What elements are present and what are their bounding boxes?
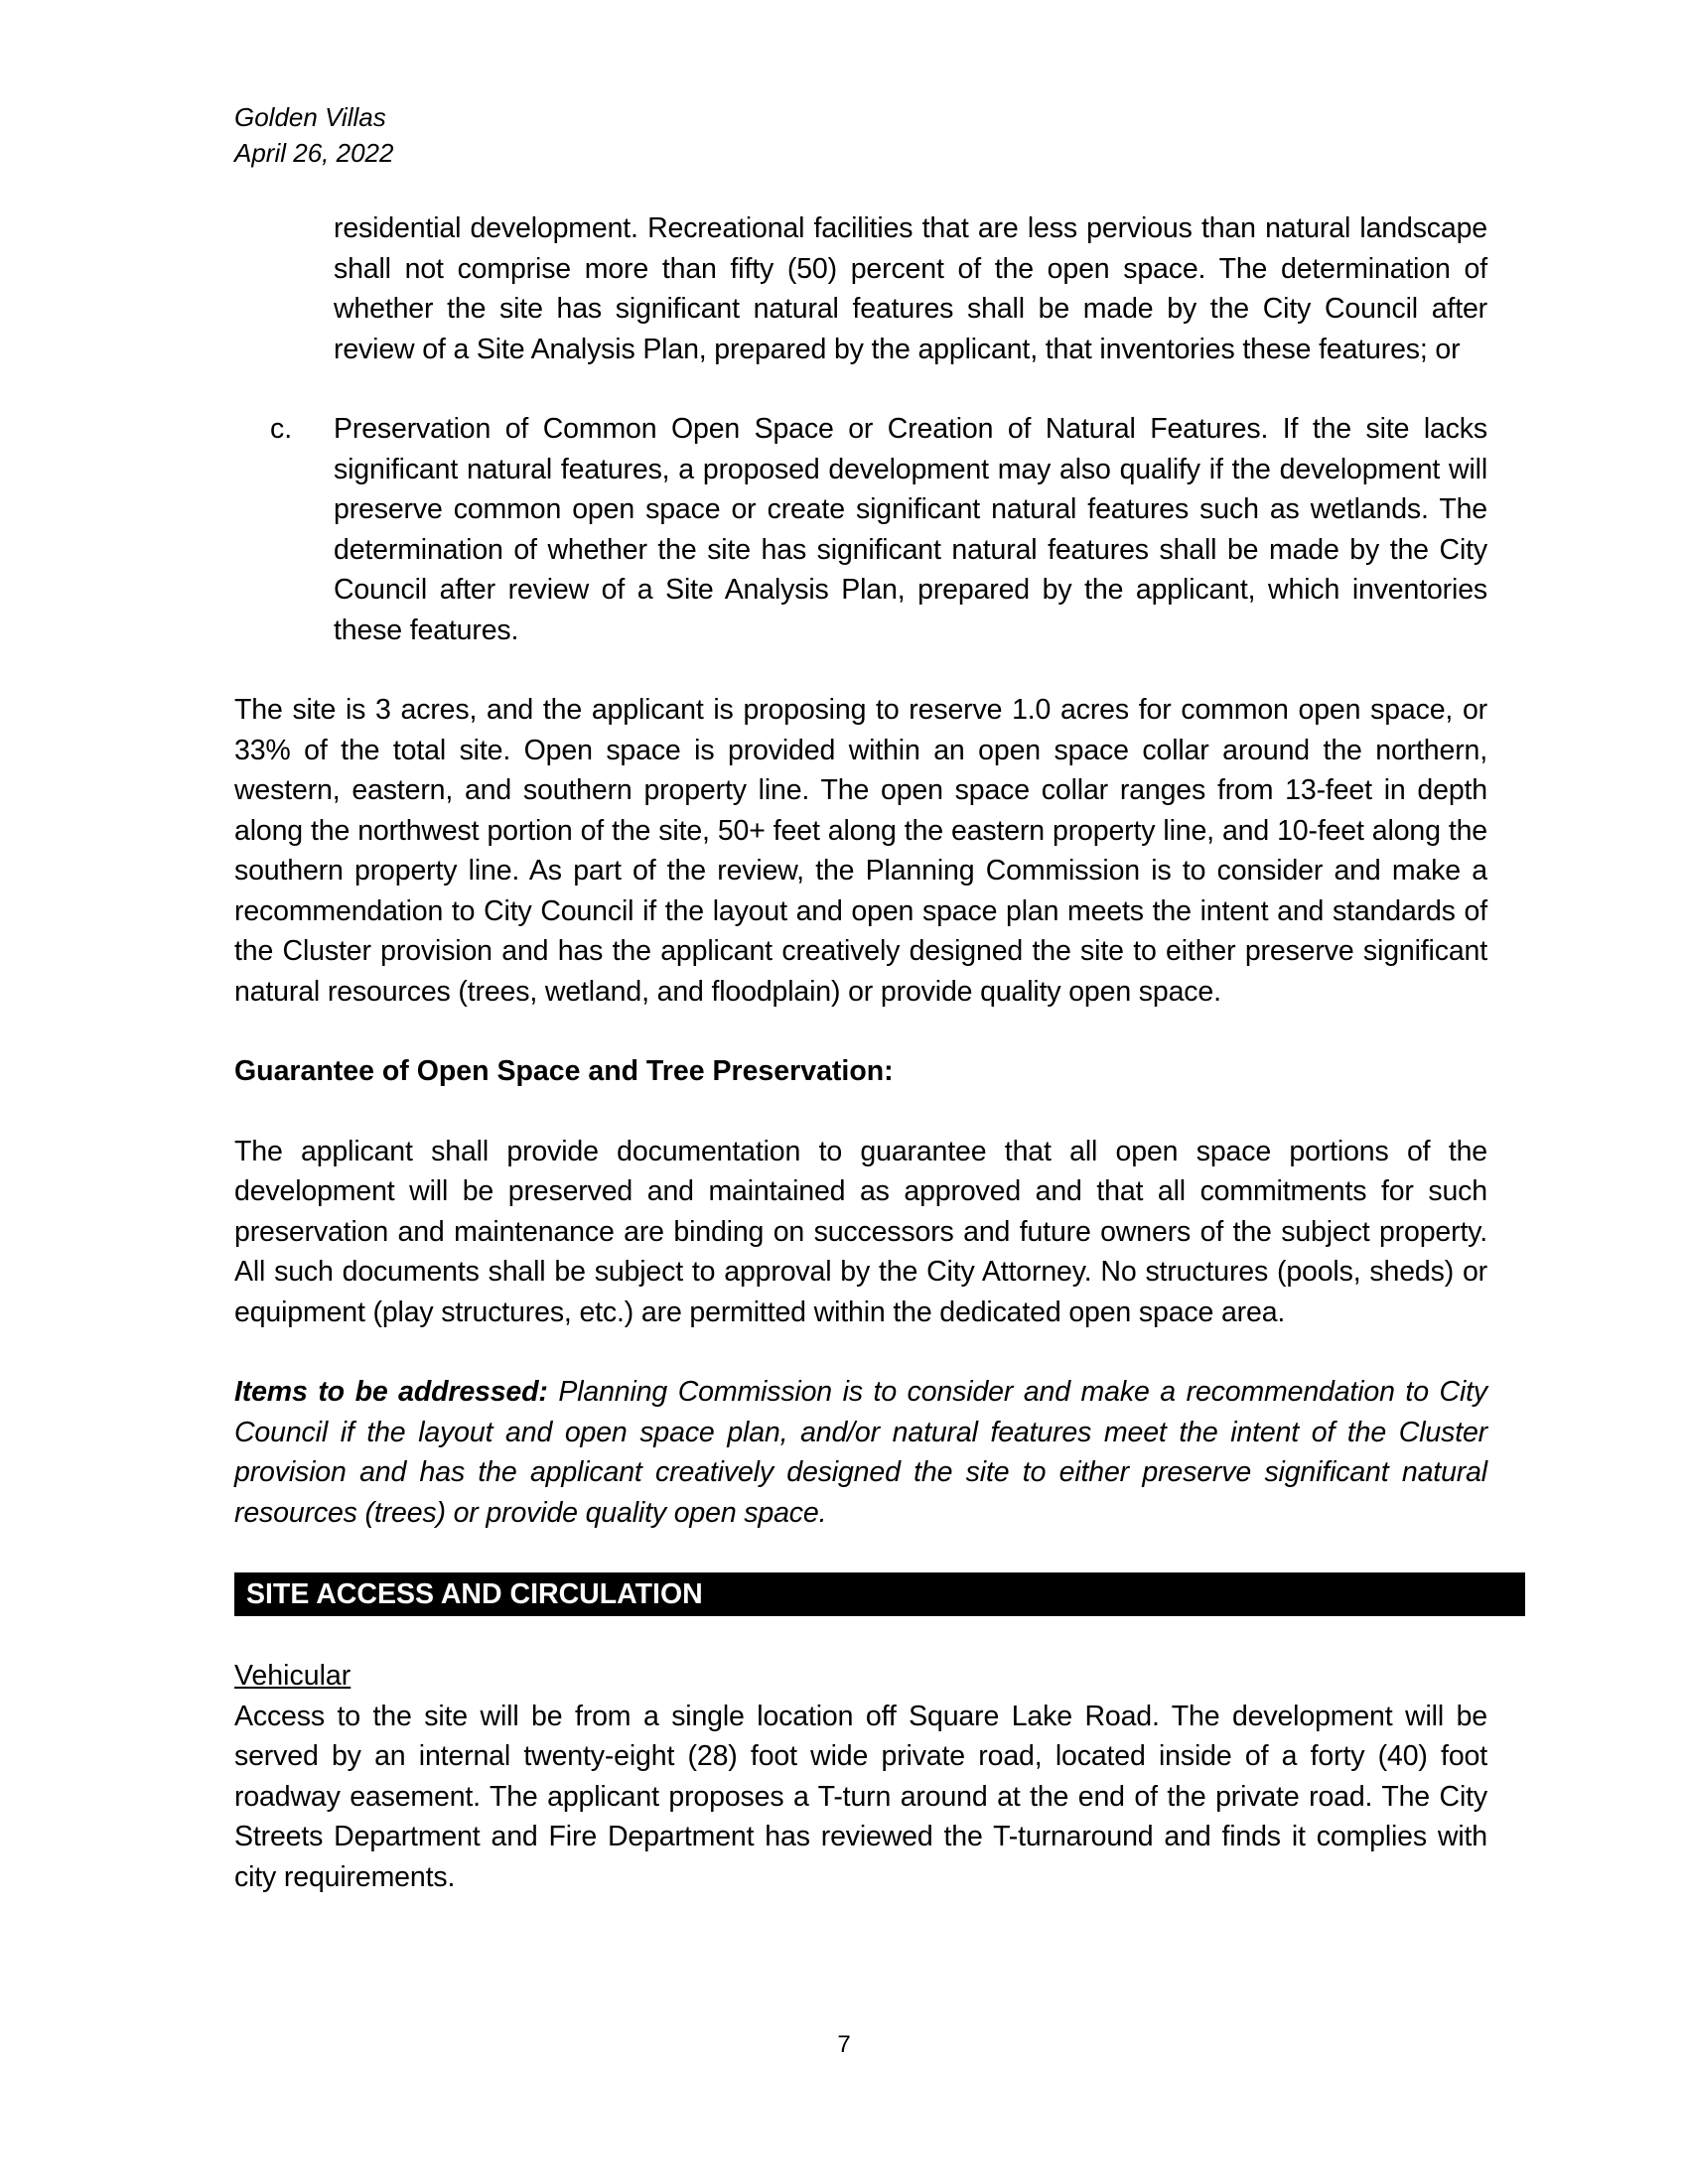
document-page	[234, 99, 1487, 1897]
list-item-c	[234, 409, 1487, 650]
page-number: 7	[837, 2031, 851, 2058]
vehicular-paragraph: Access to the site will be from a single location off Square Lake Road. The development will be served by an internal twenty-eight (28) foot wide private road, located inside of a forty (40) foot roadway easement. The applicant proposes a T-turn around at the end of the private road. The City Streets Department and Fire Department has reviewed the T-turnaround and finds it complies with city requirements.	[234, 1700, 1487, 1893]
guarantee-heading: Guarantee of Open Space and Tree Preservation:	[234, 1055, 894, 1087]
list-marker: c.	[270, 413, 293, 445]
vehicular-heading: Vehicular	[234, 1660, 352, 1692]
list-item-text: Preservation of Common Open Space or Creation of Natural Features. If the site lacks significant natural features, a proposed development may also qualify if the development will preserve common open space or create significant natural features such as wetlands. The determination of whether the site has significant natural features shall be made by the City Council after review of a Site Analysis Plan, prepared by the applicant, which inventories these features.	[334, 413, 1487, 646]
page-header	[234, 99, 1487, 171]
header-date: April 26, 2022	[234, 138, 394, 168]
header-project: Golden Villas	[234, 102, 386, 132]
continued-list-item: residential development. Recreational facilities that are less pervious than natural landscape shall not comprise more than fifty (50) percent of the open space. The determination of whether the site has significant natural features shall be made by the City Council after review of a Site Analysis Plan, prepared by the applicant, that inventories these features; or	[334, 212, 1487, 365]
guarantee-paragraph: The applicant shall provide documentation to guarantee that all open space portions of the development will be preserved and maintained as approved and that all commitments for such preservation and maintenance are binding on successors and future owners of the subject property. All such documents shall be subject to approval by the City Attorney. No structures (pools, sheds) or equipment (play structures, etc.) are permitted within the dedicated open space area.	[234, 1135, 1487, 1328]
items-addressed-paragraph	[234, 1372, 1487, 1533]
site-paragraph: The site is 3 acres, and the applicant is proposing to reserve 1.0 acres for common open space, or 33% of the total site. Open space is provided within an open space collar around the northern, western, eastern, and southern property line. The open space collar ranges from 13-feet in depth along the northwest portion of the site, 50+ feet along the eastern property line, and 10-feet along the southern property line. As part of the review, the Planning Commission is to consider and make a recommendation to City Council if the layout and open space plan meets the intent and standards of the Cluster provision and has the applicant creatively designed the site to either preserve significant natural resources (trees, wetland, and floodplain) or provide quality open space.	[234, 694, 1487, 1008]
section-heading-bar: SITE ACCESS AND CIRCULATION	[234, 1572, 1525, 1616]
items-addressed-text: Planning Commission is to consider and make a recommendation to City Council if the layout and open space plan, and/or natural features meet the intent of the Cluster provision and has the applicant creatively designed the site to either preserve significant natural resources (trees) or provide quality open space.	[234, 1376, 1488, 1529]
items-addressed-label: Items to be addressed:	[234, 1376, 548, 1408]
